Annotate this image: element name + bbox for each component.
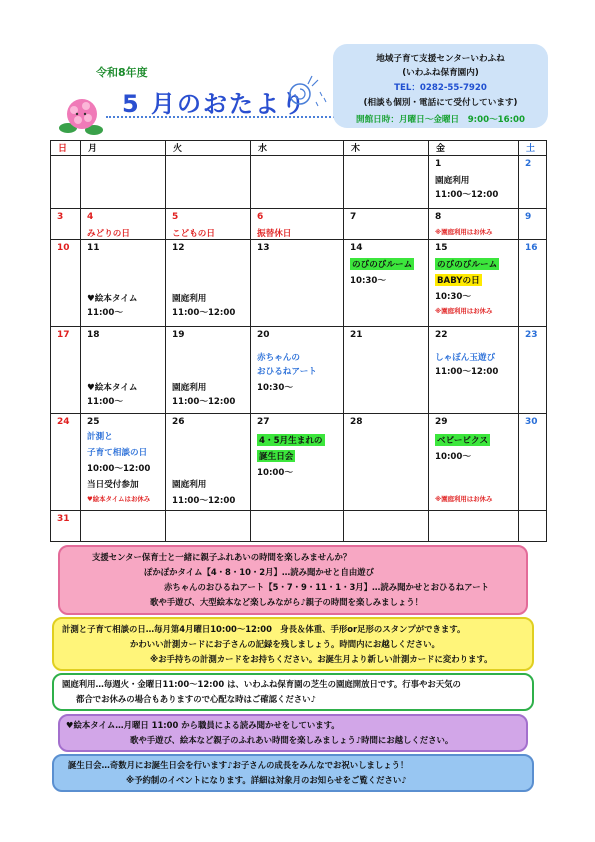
calendar-week-row bbox=[51, 414, 547, 511]
calendar-event-text: 11:00～ bbox=[87, 308, 123, 318]
calendar-day-cell bbox=[51, 156, 81, 209]
calendar-day-cell bbox=[81, 156, 166, 209]
calendar-event-text: こどもの日 bbox=[172, 229, 215, 239]
calendar-day-number: 18 bbox=[87, 330, 100, 340]
calendar-day-cell bbox=[251, 156, 344, 209]
calendar-day-cell bbox=[81, 414, 166, 511]
calendar-day-number: 2 bbox=[525, 159, 532, 169]
center-phone: TEL：0282-55-7920 bbox=[394, 83, 487, 93]
weekday-tuesday: 火 bbox=[166, 141, 251, 156]
calendar-event-text: おひるねアート bbox=[257, 367, 317, 377]
calendar-event-text: のびのびルーム bbox=[352, 260, 413, 270]
calendar-day-cell bbox=[429, 511, 519, 542]
calendar-event-text: 11:00～12:00 bbox=[435, 190, 499, 200]
calendar-day-cell bbox=[344, 327, 429, 414]
calendar-day-number: 29 bbox=[435, 417, 448, 427]
calendar-day-cell bbox=[429, 327, 519, 414]
weekday-sunday: 日 bbox=[51, 141, 81, 156]
fiscal-year-label: 令和8年度 bbox=[96, 66, 148, 79]
calendar-day-cell bbox=[344, 240, 429, 327]
calendar-day-cell bbox=[519, 511, 547, 542]
weekday-wednesday: 水 bbox=[251, 141, 344, 156]
calendar-day-number: 14 bbox=[350, 243, 363, 253]
calendar-day-cell bbox=[81, 240, 166, 327]
snail-rain-icon bbox=[280, 72, 330, 112]
calendar-day-number: 22 bbox=[435, 330, 448, 340]
calendar-week-row bbox=[51, 156, 547, 209]
calendar-day-cell bbox=[251, 511, 344, 542]
calendar-event-text: 子育て相談の日 bbox=[87, 448, 148, 458]
calendar-day-cell bbox=[429, 414, 519, 511]
calendar-event-text: 園庭利用 bbox=[172, 383, 207, 393]
calendar-event-text: 10:00～12:00 bbox=[87, 464, 151, 474]
calendar-week-row bbox=[51, 240, 547, 327]
calendar-event-text: しゃぼん玉遊び bbox=[435, 353, 496, 363]
calendar-event-text: ♥絵本タイム bbox=[87, 294, 138, 304]
notice-picturebook bbox=[58, 714, 528, 752]
notice-line: かわいい計測カードにお子さんの記録を残しましょう。時間内にお越しください。 bbox=[130, 639, 440, 649]
calendar-day-cell bbox=[251, 414, 344, 511]
calendar-day-number: 1 bbox=[435, 159, 442, 169]
calendar-day-number: 21 bbox=[350, 330, 363, 340]
weekday-saturday: 土 bbox=[519, 141, 547, 156]
notice-line: ※お手持ちの計測カードをお持ちください。お誕生月より新しい計測カードに変わります。 bbox=[150, 654, 493, 664]
notice-line: 歌や手遊び、絵本など親子のふれあい時間を楽しみましょう♪時間にお越しください。 bbox=[130, 735, 454, 745]
calendar-event-text: ♥絵本タイムはお休み bbox=[87, 495, 151, 503]
opening-hours: 開館日時：月曜日～金曜日 9:00～16:00 bbox=[355, 115, 526, 125]
calendar-day-cell bbox=[251, 327, 344, 414]
calendar-day-cell bbox=[344, 414, 429, 511]
calendar-event-text: 10:00～ bbox=[435, 452, 471, 462]
calendar-day-cell bbox=[51, 511, 81, 542]
notice-playtime bbox=[58, 545, 528, 615]
calendar-day-cell bbox=[519, 156, 547, 209]
calendar-day-cell bbox=[81, 209, 166, 240]
notice-line: 支援センター保育士と一緒に親子ふれあいの時間を楽しみませんか？ bbox=[92, 552, 352, 562]
center-name: 地域子育て支援センターいわふね bbox=[376, 54, 505, 64]
notice-line: ぽかぽかタイム【4・8・10・2月】…読み聞かせと自由遊び bbox=[144, 567, 374, 577]
calendar-event-text: 11:00～12:00 bbox=[435, 367, 499, 377]
title-underline bbox=[106, 116, 338, 118]
calendar-day-number: 19 bbox=[172, 330, 185, 340]
calendar-event-text: 11:00～12:00 bbox=[172, 308, 236, 318]
calendar-day-cell bbox=[251, 209, 344, 240]
calendar-day-cell bbox=[519, 240, 547, 327]
calendar-event-text: 赤ちゃんの bbox=[257, 353, 300, 363]
calendar-day-number: 31 bbox=[57, 514, 70, 524]
calendar-day-number: 24 bbox=[57, 417, 70, 427]
calendar-day-number: 15 bbox=[435, 243, 448, 253]
calendar-week-row bbox=[51, 327, 547, 414]
calendar-event-text: のびのびルーム bbox=[437, 260, 498, 270]
calendar-day-cell bbox=[344, 156, 429, 209]
calendar-day-cell bbox=[51, 209, 81, 240]
calendar-event-text: 10:30～ bbox=[435, 292, 471, 302]
monthly-calendar bbox=[50, 140, 547, 542]
center-location: (いわふね保育園内) bbox=[402, 68, 479, 78]
notice-line: ※予約制のイベントになります。詳細は対象月のお知らせをご覧ください♪ bbox=[126, 775, 407, 785]
notice-line: 都合でお休みの場合もありますので心配な時はご確認ください♪ bbox=[76, 694, 316, 704]
page-title: 5 月のおたより bbox=[122, 90, 308, 118]
calendar-day-cell bbox=[166, 156, 251, 209]
calendar-event-text: 園庭利用 bbox=[172, 480, 207, 490]
calendar-event-text: 4・5月生まれの bbox=[259, 436, 323, 446]
calendar-day-number: 23 bbox=[525, 330, 538, 340]
calendar-day-number: 28 bbox=[350, 417, 363, 427]
calendar-day-number: 27 bbox=[257, 417, 270, 427]
calendar-day-cell bbox=[166, 209, 251, 240]
calendar-event-text: 10:00～ bbox=[257, 468, 293, 478]
calendar-day-cell bbox=[51, 414, 81, 511]
calendar-day-number: 6 bbox=[257, 212, 264, 222]
notice-line: ♥絵本タイム…月曜日 11:00 から職員による読み聞かせをしています。 bbox=[66, 720, 340, 730]
calendar-event-text: ♥絵本タイム bbox=[87, 383, 138, 393]
calendar-day-cell bbox=[429, 209, 519, 240]
calendar-day-number: 26 bbox=[172, 417, 185, 427]
calendar-day-cell bbox=[166, 511, 251, 542]
notice-line: 誕生日会…奇数月にお誕生日会を行います♪お子さんの成長をみんなでお祝いしましょう！ bbox=[68, 760, 409, 770]
consultation-note: (相談も個別・電話にて受付しています) bbox=[363, 98, 518, 108]
calendar-day-cell bbox=[519, 414, 547, 511]
notice-line: 歌や手遊び、大型絵本など楽しみながら♪親子の時間を楽しみましょう！ bbox=[150, 597, 424, 607]
calendar-day-number: 7 bbox=[350, 212, 357, 222]
calendar-event-text: 園庭利用 bbox=[435, 176, 470, 186]
calendar-event-text: BABYの日 bbox=[437, 276, 480, 286]
calendar-day-number: 3 bbox=[57, 212, 64, 222]
calendar-day-cell bbox=[251, 240, 344, 327]
notice-birthday bbox=[52, 754, 534, 792]
calendar-week-row bbox=[51, 209, 547, 240]
notice-line: 赤ちゃんのおひるねアート【5・7・9・11・1・3月】…読み聞かせとおひるねアート bbox=[164, 582, 490, 592]
weekday-friday: 金 bbox=[429, 141, 519, 156]
calendar-day-cell bbox=[51, 327, 81, 414]
calendar-event-text: 11:00～ bbox=[87, 397, 123, 407]
calendar-day-cell bbox=[344, 209, 429, 240]
calendar-day-number: 13 bbox=[257, 243, 270, 253]
calendar-event-text: 10:30～ bbox=[350, 276, 386, 286]
calendar-day-number: 8 bbox=[435, 212, 442, 222]
calendar-day-number: 12 bbox=[172, 243, 185, 253]
calendar-week-row bbox=[51, 511, 547, 542]
calendar-event-text: ※園庭利用はお休み bbox=[435, 307, 493, 315]
notice-yard-use bbox=[52, 673, 534, 711]
calendar-event-text: ※園庭利用はお休み bbox=[435, 228, 493, 236]
calendar-day-cell bbox=[81, 511, 166, 542]
notice-measurement bbox=[52, 617, 534, 671]
calendar-day-number: 17 bbox=[57, 330, 70, 340]
calendar-day-cell bbox=[81, 327, 166, 414]
calendar-day-cell bbox=[166, 240, 251, 327]
calendar-event-text: 誕生日会 bbox=[259, 452, 294, 462]
calendar-day-cell bbox=[429, 240, 519, 327]
weekday-header-row bbox=[51, 141, 547, 156]
calendar-day-number: 4 bbox=[87, 212, 94, 222]
calendar-day-number: 30 bbox=[525, 417, 538, 427]
calendar-day-number: 16 bbox=[525, 243, 538, 253]
calendar-day-cell bbox=[519, 327, 547, 414]
notice-line: 計測と子育て相談の日…毎月第4月曜日10:00～12:00 身長＆体重、手形or足形のスタンプができます。 bbox=[62, 624, 466, 634]
calendar-day-cell bbox=[344, 511, 429, 542]
calendar-day-number: 5 bbox=[172, 212, 179, 222]
weekday-thursday: 木 bbox=[344, 141, 429, 156]
calendar-event-text: 園庭利用 bbox=[172, 294, 207, 304]
calendar-event-text: 11:00～12:00 bbox=[172, 496, 236, 506]
calendar-day-number: 9 bbox=[525, 212, 532, 222]
calendar-day-cell bbox=[519, 209, 547, 240]
calendar-event-text: 11:00～12:00 bbox=[172, 397, 236, 407]
calendar-event-text: 当日受付参加 bbox=[87, 480, 139, 490]
calendar-day-cell bbox=[166, 327, 251, 414]
calendar-event-text: 計測と bbox=[87, 432, 113, 442]
calendar-day-number: 25 bbox=[87, 417, 100, 427]
calendar-event-text: 10:30～ bbox=[257, 383, 293, 393]
calendar-event-text: 振替休日 bbox=[257, 229, 292, 239]
calendar-day-cell bbox=[429, 156, 519, 209]
calendar-event-text: ※園庭利用はお休み bbox=[435, 495, 493, 503]
calendar-day-cell bbox=[51, 240, 81, 327]
calendar-day-number: 10 bbox=[57, 243, 70, 253]
hydrangea-icon bbox=[58, 92, 106, 140]
calendar-day-number: 11 bbox=[87, 243, 100, 253]
calendar-event-text: みどりの日 bbox=[87, 229, 130, 239]
center-info-box bbox=[333, 44, 548, 128]
calendar-day-cell bbox=[166, 414, 251, 511]
notice-line: 園庭利用…毎週火・金曜日11:00～12:00 は、いわふね保育園の芝生の園庭開放日です。行事やお天気の bbox=[62, 679, 461, 689]
calendar-day-number: 20 bbox=[257, 330, 270, 340]
weekday-monday: 月 bbox=[81, 141, 166, 156]
calendar-event-text: ベビービクス bbox=[437, 436, 489, 446]
